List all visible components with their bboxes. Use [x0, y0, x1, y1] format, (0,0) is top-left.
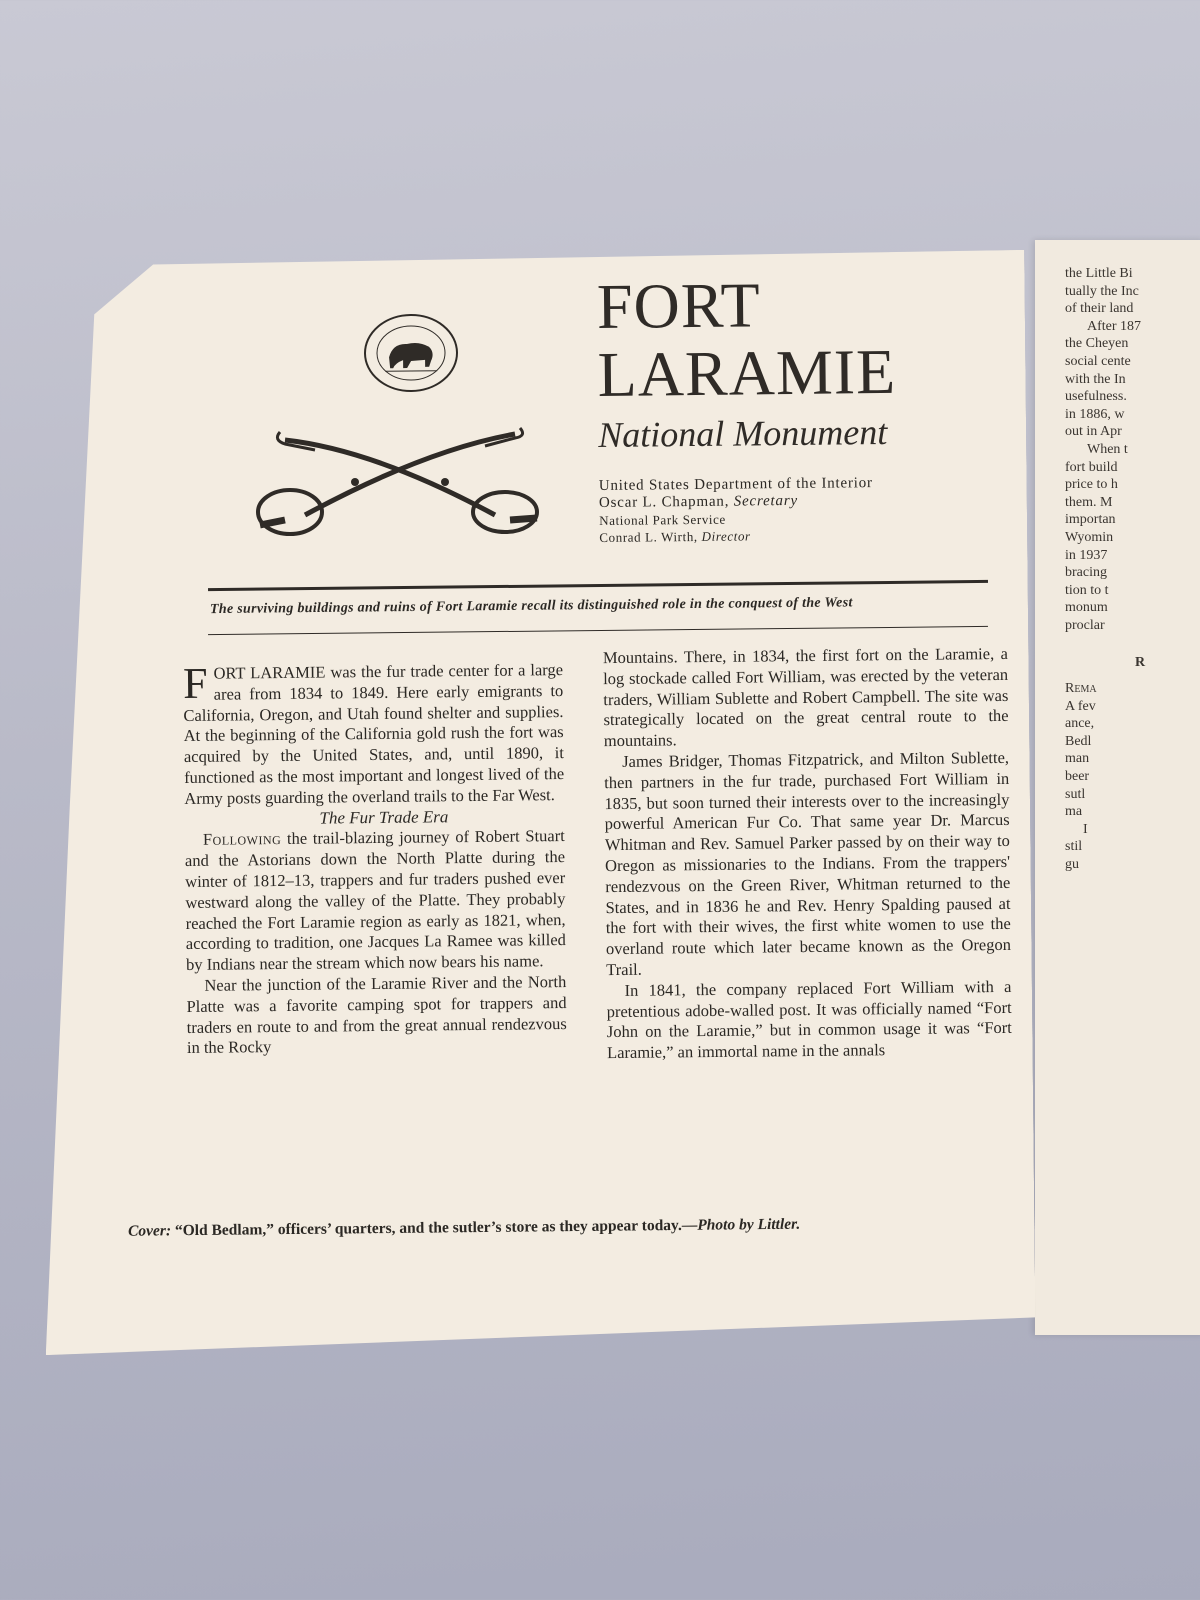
director-role: Director [701, 528, 751, 544]
director-name: Conrad L. Wirth, [599, 528, 702, 545]
paragraph: Mountains. There, in 1834, the first fort on the Laramie, a log stockade called Fort William, was erected by the veteran traders, William Sublette and Robert Campbell. The site was strategically located on the great central route to the mountains. [602, 643, 1009, 751]
paragraph: In 1841, the company replaced Fort William with a pretentious adobe-walled post. It was officially named “Fort John on the Laramie,” but in common usage it was “Fort Laramie,” an immortal name in the annals [606, 976, 1012, 1063]
right-line: the Little Bi [1065, 266, 1133, 281]
right-line: in 1886, w [1065, 406, 1125, 422]
right-line: After 187 [1087, 318, 1142, 334]
right-line: in 1937 [1065, 547, 1108, 563]
drop-cap: F [182, 658, 208, 708]
lead-caps: Following [202, 829, 282, 850]
subtitle: National Monument [598, 411, 888, 455]
right-line: fort build [1065, 459, 1118, 475]
lead-caps: ORT LARAMIE [213, 662, 326, 683]
right-line: Bedl [1065, 733, 1092, 749]
right-line: When t [1087, 441, 1128, 457]
secretary-role: Secretary [733, 492, 798, 510]
crossed-sabers-icon [255, 420, 545, 540]
right-line: tually the Inc [1065, 283, 1139, 299]
paragraph [185, 826, 567, 976]
right-subhead: R [1134, 655, 1146, 671]
right-line: of their land [1065, 301, 1134, 317]
secretary-name: Oscar L. Chapman, [598, 493, 734, 511]
right-line: them. M [1065, 494, 1113, 510]
cover-label: Cover: [127, 1222, 172, 1240]
right-line: man [1065, 751, 1090, 767]
section-heading: The Fur Trade Era [319, 806, 449, 828]
right-line: I [1083, 821, 1088, 837]
title-line-2: LARAMIE [597, 335, 897, 410]
right-line: with the In [1065, 371, 1126, 387]
agency-name: National Park Service [599, 511, 726, 528]
right-line: sutl [1065, 786, 1086, 802]
right-line: importan [1065, 512, 1116, 528]
paragraph: Near the junction of the Laramie River and the North Platte was a favorite camping spot for trappers and traders en route to and from the great annual rendezvous in the Rocky [186, 971, 567, 1058]
right-line: out in Apr [1065, 424, 1122, 440]
department-name: United States Department of the Interior [598, 475, 873, 494]
tagline: The surviving buildings and ruins of Fort Laramie recall its distinguished role in the conquest of the West [209, 595, 853, 618]
interior-seal-icon [363, 312, 460, 393]
department-credits [599, 474, 980, 546]
cover-text: “Old Bedlam,” officers’ quarters, and the sutler’s store as they appear today.— [170, 1216, 698, 1240]
right-line: proclar [1065, 617, 1105, 633]
right-line: gu [1065, 857, 1079, 872]
right-line: monum [1065, 600, 1108, 616]
right-line: ance, [1065, 716, 1095, 732]
title-line-1: FORT [596, 269, 762, 342]
paragraph: James Bridger, Thomas Fitzpatrick, and Milton Sublette, then partners in the fur trade, purchased Fort William in 1835, but soon turned their interests over to the increasingly powerful American Fur Co. That same year Dr. Marcus Whitman and Rev. Samuel Parker passed by on their way to Oregon as missionaries to the Indians. From the trappers' rendezvous on the Green River, Whitman returned to the States, and in 1836 he and Rev. Henry Spalding paused at the fort with their wives, the first white women to use the overland route which later became known as the Oregon Trail. [604, 747, 1012, 980]
right-line: Wyomin [1065, 529, 1114, 545]
right-line: stil [1065, 839, 1083, 855]
right-line: Rema [1065, 681, 1097, 697]
right-line: ma [1065, 804, 1083, 820]
right-line: A fev [1065, 698, 1096, 714]
right-page [1035, 240, 1200, 1335]
paragraph-text: the trail-blazing journey of Robert Stuart and the Astorians down the North Platte during the winter of 1812–13, trappers and fur traders pushed ever westward along the valley of the Platte. They probably reached the Fort Laramie region as early as 1821, when, according to tradition, one Jacques La Ramee was killed by Indians near the stream which now bears his name. [184, 826, 566, 975]
masthead [597, 270, 980, 546]
right-line: usefulness. [1065, 389, 1127, 405]
right-line: tion to t [1065, 582, 1109, 598]
intro-text: was the fur trade center for a large area from 1834 to 1849. Here early emigrants to California, Oregon, and Utah found shelter and supplies. At the beginning of the California gold rush the fort was acquired by the United States, and, until 1890, it functioned as the most important and longest lived of the Army posts guarding the overland trails to the Far West. [183, 660, 565, 808]
column-2 [603, 644, 1012, 1064]
photo-credit: Photo by Littler. [697, 1215, 801, 1234]
column-1 [183, 660, 567, 1059]
right-page-text [1065, 265, 1200, 874]
right-line: bracing [1065, 565, 1107, 581]
right-line: beer [1065, 769, 1090, 785]
right-line: social cente [1065, 353, 1131, 369]
right-line: the Cheyen [1065, 336, 1129, 352]
right-line: price to h [1065, 477, 1118, 493]
intro-paragraph [183, 660, 565, 810]
